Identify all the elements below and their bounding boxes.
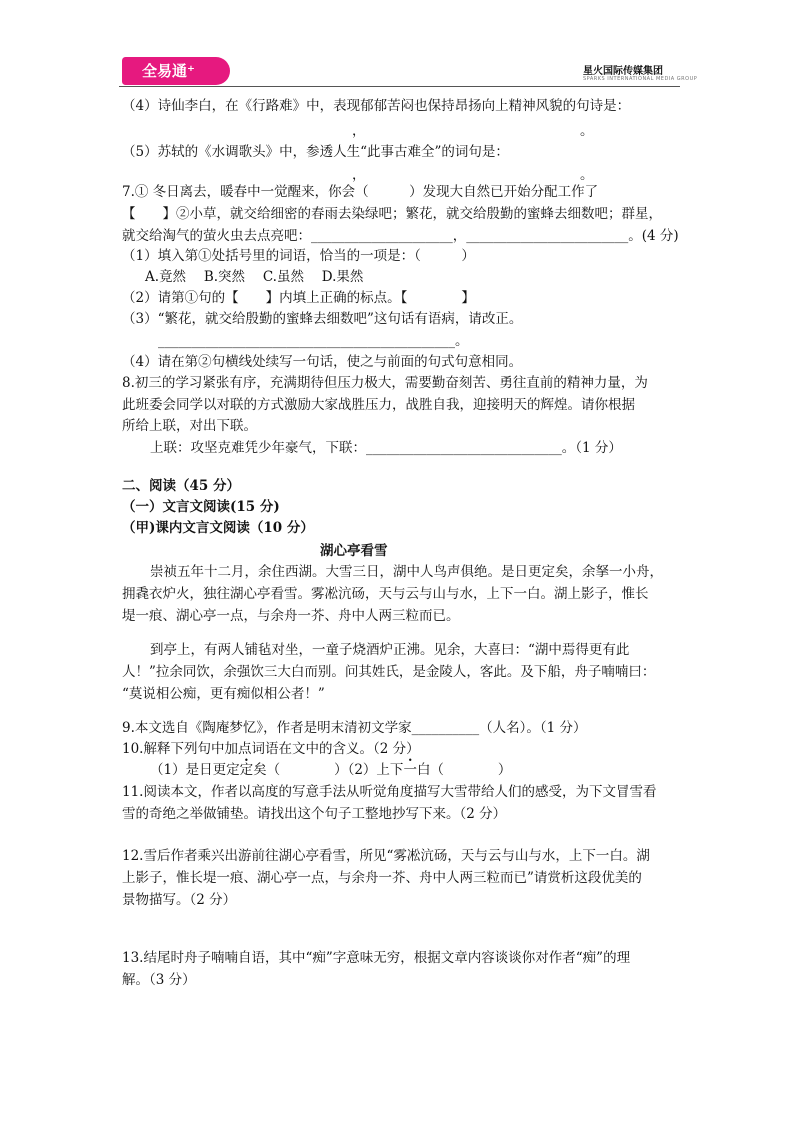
q10-dotted-word-2: 一 xyxy=(403,762,417,778)
q7-line-2: 【 】②小草，就交给细密的春雨去染绿吧；繁花，就交给殷勤的蜜蜂去细数吧；群星， xyxy=(122,206,662,222)
q13-line-1: 13.结尾时舟子喃喃自语，其中“痴”字意味无穷，根据文章内容谈谈你对作者“痴”的理 xyxy=(122,950,631,966)
q12-line-1: 12.雪后作者乘兴出游前往湖心亭看雪，所见“雾凇沆砀，天与云与山与水，上下一白。湖 xyxy=(122,848,650,864)
q11-line-1: 11.阅读本文，作者以高度的写意手法从听觉角度描写大雪带给人们的感受，为下文冒雪看 xyxy=(122,784,657,800)
q10-item-1-suffix: 矣（ ）（2）上下 xyxy=(253,762,404,778)
section-reading-title: 二、阅读（45 分） xyxy=(122,478,240,494)
passage-p2-line-3: “莫说相公痴，更有痴似相公者！” xyxy=(122,686,325,702)
q6-5-period: 。 xyxy=(580,167,594,183)
subsection-classical-title: （一）文言文阅读(15 分) xyxy=(122,499,280,515)
passage-p1-line-3: 堤一痕、湖心亭一点，与余舟一芥、舟中人两三粒而已。 xyxy=(122,608,460,624)
q7-sub-4: （4）请在第②句横线处续写一句话，使之与前面的句式句意相同。 xyxy=(122,354,523,370)
q13-line-2: 解。（3 分） xyxy=(122,972,196,988)
q6-4-comma: ， xyxy=(352,123,366,139)
q9-text: 9.本文选自《陶庵梦忆》，作者是明末清初文学家__________（人名）。（1 分） xyxy=(122,720,587,736)
page-header xyxy=(0,0,800,90)
passage-p2-line-2: 人！”拉余同饮，余强饮三大白而别。问其姓氏，是金陵人，客此。及下船，舟子喃喃曰： xyxy=(122,664,656,680)
q10-item-1-prefix: （1）是日更定 xyxy=(150,762,240,778)
q8-line-3: 所给上联，对出下联。 xyxy=(122,418,257,434)
subsection-in-class-title: （甲)课内文言文阅读（10 分） xyxy=(122,520,314,536)
passage-p1-line-1: 崇祯五年十二月，余住西湖。大雪三日，湖中人鸟声俱绝。是日更定矣，余拏一小舟， xyxy=(150,564,663,580)
q7-sub-2: （2）请第①句的【 】内填上正确的标点。【 】 xyxy=(122,290,475,306)
q12-line-2: 上影子，惟长堤一痕、湖心亭一点，与余舟一芥、舟中人两三粒而已”请赏析这段优美的 xyxy=(122,870,642,886)
q6-5-comma: ， xyxy=(352,167,366,183)
q10-text: 10.解释下列句中加点词语在文中的含义。（2 分） xyxy=(122,741,420,757)
brand-logo: 全易通⁺ xyxy=(122,57,230,85)
q7-sub-3: （3）“繁花，就交给殷勤的蜜蜂去细数吧”这句话有语病，请改正。 xyxy=(122,311,523,327)
q10-dotted-word-1: 定 xyxy=(239,762,254,778)
q7-sub-1-options: A.竟然 B.突然 C.虽然 D.果然 xyxy=(145,269,364,285)
q8-couplet: 上联：攻坚克难凭少年豪气，下联：_____________________________。（1 分） xyxy=(150,440,622,456)
q8-line-1: 8.初三的学习紧张有序，充满期待但压力极大，需要勤奋刻苦、勇往直前的精神力量，为 xyxy=(122,375,648,391)
q10-items xyxy=(150,760,511,780)
q7-line-3: 就交给淘气的萤火虫去点亮吧：_____________________，________________________。(4 分) xyxy=(122,228,679,244)
q11-line-2: 雪的奇绝之举做铺垫。请找出这个句子工整地抄写下来。（2 分） xyxy=(122,806,507,822)
q7-sub-3-answer-line: ____________________________________________。 xyxy=(158,333,469,349)
passage-title: 湖心亭看雪 xyxy=(320,543,388,559)
q12-line-3: 景物描写。（2 分） xyxy=(122,892,237,908)
passage-p1-line-2: 拥毳衣炉火，独往湖心亭看雪。雾凇沆砀，天与云与山与水，上下一白。湖上影子，惟长 xyxy=(122,586,649,602)
company-name: 星火国际传媒集团 xyxy=(583,66,663,77)
passage-p2-line-1: 到亭上，有两人铺毡对坐，一童子烧酒炉正沸。见余，大喜曰：“湖中焉得更有此 xyxy=(150,642,630,658)
q6-5-text: （5）苏轼的《水调歌头》中，参透人生“此事古难全”的词句是： xyxy=(122,144,509,160)
q6-4-text: （4）诗仙李白，在《行路难》中，表现郁郁苦闷也保持昂扬向上精神风貌的句诗是： xyxy=(122,98,631,114)
company-english: SPARKS INTERNATIONAL MEDIA GROUP xyxy=(583,76,698,82)
q7-line-1: 7.① 冬日离去，暖春中一觉醒来，你会（ ）发现大自然已开始分配工作了 xyxy=(122,184,599,200)
header-divider xyxy=(119,86,680,87)
q8-line-2: 此班委会同学以对联的方式激励大家战胜压力，战胜自我，迎接明天的辉煌。请你根据 xyxy=(122,397,635,413)
q7-sub-1: （1）填入第①处括号里的词语，恰当的一项是：（ ） xyxy=(122,248,475,264)
q6-4-period: 。 xyxy=(580,123,594,139)
q10-item-2-suffix: 白（ ） xyxy=(416,762,512,778)
